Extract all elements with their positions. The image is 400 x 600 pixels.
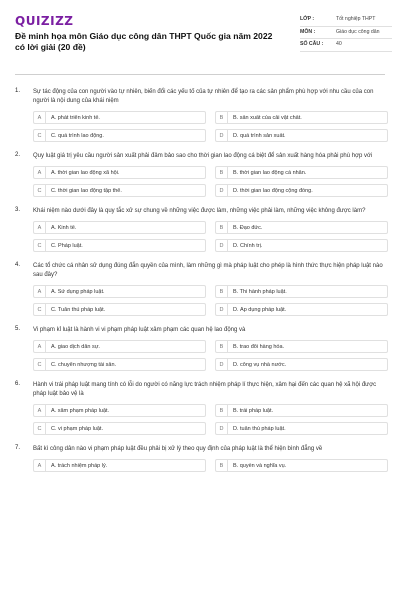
answer-option[interactable] [33,404,206,417]
question-header [15,88,385,106]
question-header [15,381,385,399]
option-text: D. công vụ nhà nước. [233,361,287,368]
question-header [15,207,385,216]
option-letter-box: C [34,130,46,141]
answer-option[interactable] [215,358,388,371]
quizizz-logo: QUIZIZZ [15,14,74,28]
answer-option[interactable] [33,239,206,252]
answer-option[interactable] [33,422,206,435]
option-letter-box: B [216,112,228,123]
question-text: Quy luật giá trị yêu cầu người sản xuất phải đảm bảo sao cho thời gian lao động cá biệt để sản xuất hàng hóa phải phù hợp với [33,153,373,159]
option-text: C. Pháp luật. [51,242,83,249]
answer-option[interactable] [215,111,388,124]
answer-option[interactable] [215,184,388,197]
question-item [15,445,385,472]
question-item [15,381,385,435]
option-letter-box: A [34,460,46,471]
option-letter-box: A [34,341,46,352]
answer-option[interactable] [215,459,388,472]
question-text: Sự tác động của con người vào tự nhiên, biến đổi các yếu tố của tự nhiên để tạo ra các sản phẩm phù hợp với nhu cầu của con người là nội dung của khái niệm [33,89,374,104]
option-letter-box: C [34,304,46,315]
option-text: A. thời gian lao động xã hội. [51,169,120,176]
answer-option[interactable] [33,129,206,142]
option-letter-box: D [216,240,228,251]
answer-options [33,459,385,472]
option-letter-box: C [34,240,46,251]
question-number: 2. [15,152,21,158]
option-text: B. trái pháp luật. [233,407,274,414]
option-text: A. trách nhiệm pháp lý. [51,462,108,469]
option-text: D. Áp dụng pháp luật. [233,306,287,313]
option-letter-box: B [216,341,228,352]
question-item [15,88,385,142]
question-number: 6. [15,381,21,387]
option-letter-box: D [216,359,228,370]
document-title: Đề minh họa môn Giáo dục công dân THPT Quốc gia năm 2022 có lời giải (20 đề) [15,31,273,52]
answer-option[interactable] [215,404,388,417]
answer-options [33,404,385,435]
document-header [0,0,400,70]
answer-options [33,221,385,252]
option-text: B. quyền và nghĩa vụ. [233,462,287,469]
option-letter-box: A [34,222,46,233]
answer-option[interactable] [215,422,388,435]
option-letter-box: C [34,423,46,434]
answer-options [33,340,385,371]
meta-value: Giáo dục công dân [336,28,380,35]
option-letter-box: B [216,222,228,233]
meta-key: LỚP : [300,16,315,22]
answer-option[interactable] [215,221,388,234]
option-text: A. xâm phạm pháp luật. [51,407,110,414]
answer-option[interactable] [33,111,206,124]
question-number: 5. [15,326,21,332]
answer-options [33,166,385,197]
option-text: C. vi phạm pháp luật. [51,425,103,432]
question-header [15,326,385,335]
question-text: Khái niệm nào dưới đây là quy tắc xử sự chung về những việc được làm, những việc phải làm, những việc không được làm? [33,208,366,214]
answer-option[interactable] [33,459,206,472]
answer-option[interactable] [215,166,388,179]
document-meta [300,14,392,52]
option-letter-box: C [34,185,46,196]
option-letter-box: B [216,405,228,416]
option-letter-box: D [216,185,228,196]
answer-option[interactable] [33,285,206,298]
option-text: B. Đạo đức. [233,224,263,231]
option-letter-box: B [216,286,228,297]
question-number: 7. [15,445,21,451]
question-text: Các tổ chức cá nhân sử dụng đúng đắn quyền của mình, làm những gì mà pháp luật cho phép là hình thức thực hiện pháp luật nào sau đây? [33,263,383,278]
option-text: A. Sử dụng pháp luật. [51,288,105,295]
answer-option[interactable] [215,303,388,316]
meta-value: 40 [336,41,342,48]
option-letter-box: C [34,359,46,370]
question-header [15,152,385,161]
option-text: D. quá trình sản xuất. [233,132,286,139]
question-header [15,445,385,454]
question-item [15,326,385,371]
option-letter-box: A [34,405,46,416]
answer-option[interactable] [33,166,206,179]
option-letter-box: D [216,423,228,434]
question-item [15,262,385,316]
meta-key: MÔN : [300,28,316,35]
answer-option[interactable] [33,221,206,234]
question-number: 3. [15,207,21,213]
option-text: C. quá trình lao động. [51,132,104,139]
question-header [15,262,385,280]
option-text: A. Kinh tế. [51,224,77,231]
question-item [15,152,385,197]
option-text: A. phát triển kinh tế. [51,114,100,121]
option-letter-box: A [34,286,46,297]
option-letter-box: D [216,130,228,141]
answer-option[interactable] [215,129,388,142]
question-list [15,88,385,482]
question-text: Hành vi trái pháp luật mang tính có lỗi do người có năng lực trách nhiệm pháp lí thực hiện, xâm hại đến các quan hệ xã hội được pháp luật bảo vệ là [33,382,377,397]
option-text: D. tuân thủ pháp luật. [233,425,286,432]
question-number: 1. [15,88,21,94]
answer-option[interactable] [215,239,388,252]
answer-option[interactable] [33,340,206,353]
question-text: Bất kì công dân nào vi phạm pháp luật đều phải bị xử lý theo quy định của pháp luật là thể hiện bình đẳng về [33,446,323,452]
option-text: B. trao đổi hàng hóa. [233,343,285,350]
option-letter-box: A [34,112,46,123]
question-text: Vi phạm kỉ luật là hành vi vi phạm pháp luật xâm phạm các quan hệ lao động và [33,327,246,333]
meta-row-question-count [300,39,392,52]
answer-options [33,111,385,142]
option-letter-box: A [34,167,46,178]
header-divider [15,74,385,75]
option-text: D. thời gian lao động cộng đồng. [233,187,313,194]
meta-value: Tốt nghiệp THPT [336,16,376,22]
option-text: C. Tuân thủ pháp luật. [51,306,106,313]
meta-row-grade [300,14,392,27]
meta-key: SỐ CÂU : [300,41,324,48]
answer-option[interactable] [33,303,206,316]
question-item [15,207,385,252]
option-text: B. Thi hành pháp luật. [233,288,287,295]
option-text: B. sản xuất của cải vật chất. [233,114,302,121]
option-text: A. giao dịch dân sự. [51,343,100,350]
option-letter-box: B [216,460,228,471]
option-letter-box: D [216,304,228,315]
answer-option[interactable] [215,340,388,353]
question-number: 4. [15,262,21,268]
option-text: D. Chính trị. [233,242,263,249]
option-text: C. chuyển nhượng tài sản. [51,361,117,368]
answer-option[interactable] [33,184,206,197]
answer-options [33,285,385,316]
option-text: C. thời gian lao động tập thể. [51,187,122,194]
answer-option[interactable] [215,285,388,298]
answer-option[interactable] [33,358,206,371]
option-text: B. thời gian lao động cá nhân. [233,169,307,176]
option-letter-box: B [216,167,228,178]
meta-row-subject [300,27,392,40]
